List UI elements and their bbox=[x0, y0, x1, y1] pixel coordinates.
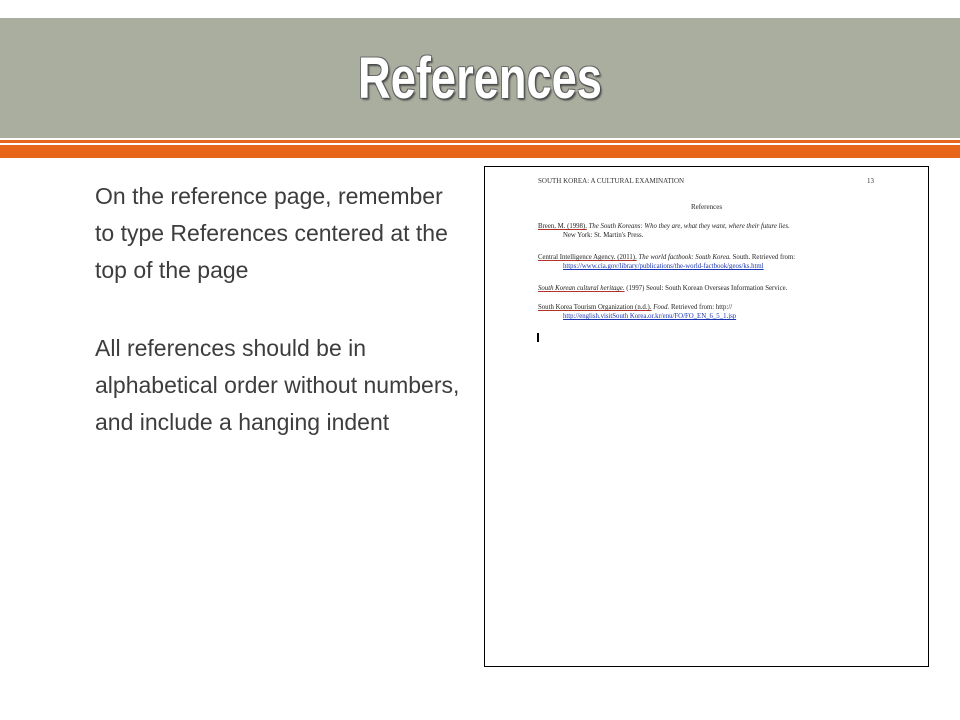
reference-page-screenshot bbox=[484, 166, 929, 667]
entry-link[interactable]: https://www.cia.gov/library/publications/the-world-factbook/geos/ks.html bbox=[563, 263, 764, 270]
slide-title: References bbox=[358, 45, 602, 111]
bullet-text: All references should be in alphabetical order without numbers, and include a hanging indent bbox=[95, 335, 460, 435]
reference-entry bbox=[538, 303, 898, 321]
entry-author: Breen, M. (1998). bbox=[538, 223, 587, 230]
reference-entry bbox=[538, 284, 898, 293]
bullet-list bbox=[58, 178, 468, 482]
reference-entry bbox=[538, 222, 898, 240]
entry-work: The South Koreans: Who they are, what they want, where their future lies. bbox=[588, 223, 790, 230]
bullet-text: On the reference page, remember to type References centered at the top of the page bbox=[95, 183, 448, 283]
bullet-item bbox=[58, 178, 468, 289]
entry-publisher: New York: St. Martin's Press. bbox=[563, 232, 644, 239]
text-cursor bbox=[537, 333, 539, 342]
entry-retrieval: South. Retrieved from: bbox=[732, 254, 796, 261]
entry-author: South Korean cultural heritage. bbox=[538, 285, 625, 292]
entry-link[interactable]: http://english.visitSouth Korea.or.kr/enu/FO/FO_EN_6_5_1.jsp bbox=[563, 313, 737, 320]
bullet-item bbox=[58, 330, 468, 441]
entry-author: Central Intelligence Agency. (2011). bbox=[538, 254, 637, 261]
entry-publisher: (1997) Seoul: South Korean Overseas Information Service. bbox=[626, 285, 788, 292]
entry-work: Food. bbox=[653, 304, 670, 311]
reference-page-title: References bbox=[690, 203, 723, 211]
accent-line-thin bbox=[0, 140, 960, 143]
running-head: SOUTH KOREA: A CULTURAL EXAMINATION bbox=[538, 177, 685, 185]
entry-author: South Korea Tourism Organization (n.d.). bbox=[538, 304, 652, 311]
entry-work: The world factbook: South Korea. bbox=[638, 254, 731, 261]
accent-line-thick bbox=[0, 145, 960, 158]
entry-retrieval: Retrieved from: http:// bbox=[670, 304, 733, 311]
reference-entry bbox=[538, 253, 898, 271]
page-number: 13 bbox=[867, 177, 874, 185]
